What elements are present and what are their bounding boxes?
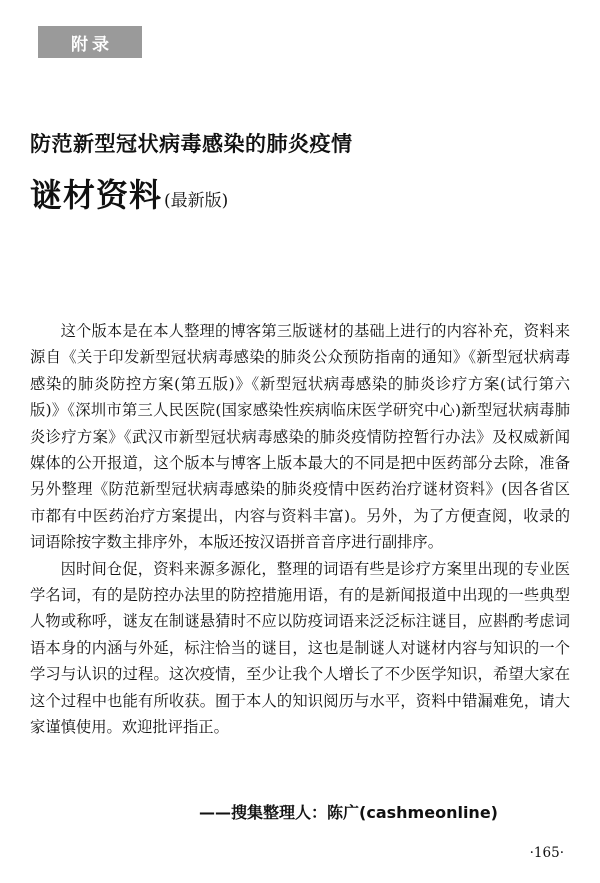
page-number: ·165·	[529, 845, 564, 861]
page-title: 谜材资料	[30, 176, 163, 214]
author-signature: ——搜集整理人：陈广(cashmeonline)	[199, 803, 498, 822]
paragraph-1: 这个版本是在本人整理的博客第三版谜材的基础上进行的内容补充，资料来源自《关于印发新型冠状病毒感染的肺炎公众预防指南的通知》《新型冠状病毒感染的肺炎防控方案(第五版)》《新型冠状病毒感染的肺炎诊疗方案(试行第六版)》《深圳市第三人民医院(国家感染性疾病临床医学研究中心)新型冠状病毒肺炎诊疗方案》《武汉市新型冠状病毒感染的肺炎疫情防控暂行办法》及权威新闻媒体的公开报道，这个版本与博客上版本最大的不同是把中医药部分去除，准备另外整理《防范新型冠状病毒感染的肺炎疫情中医药治疗谜材资料》(因各省区市都有中医药治疗方案提出，内容与资料丰富)。另外，为了方便查阅，收录的词语除按字数主排序外，本版还按汉语拼音音序进行副排序。	[30, 322, 570, 552]
page-subtitle: 防范新型冠状病毒感染的肺炎疫情	[30, 132, 353, 156]
body-text	[30, 318, 570, 741]
appendix-banner-label: 附录	[71, 34, 113, 55]
appendix-banner	[38, 26, 142, 58]
title-block	[30, 128, 570, 216]
page-title-edition: (最新版)	[164, 191, 229, 211]
paragraph-2: 因时间仓促，资料来源多源化，整理的词语有些是诊疗方案里出现的专业医学名词，有的是防控办法里的防控措施用语，有的是新闻报道中出现的一些典型人物或称呼，谜友在制谜悬猜时不应以防疫词语来泛泛标注谜目，应斟酌考虑词语本身的内涵与外延，标注恰当的谜目，这也是制谜人对谜材内容与知识的一个学习与认识的过程。这次疫情，至少让我个人增长了不少医学知识，希望大家在这个过程中也能有所收获。囿于本人的知识阅历与水平，资料中错漏难免，请大家谨慎使用。欢迎批评指正。	[30, 559, 570, 737]
page-title-row	[30, 170, 570, 216]
